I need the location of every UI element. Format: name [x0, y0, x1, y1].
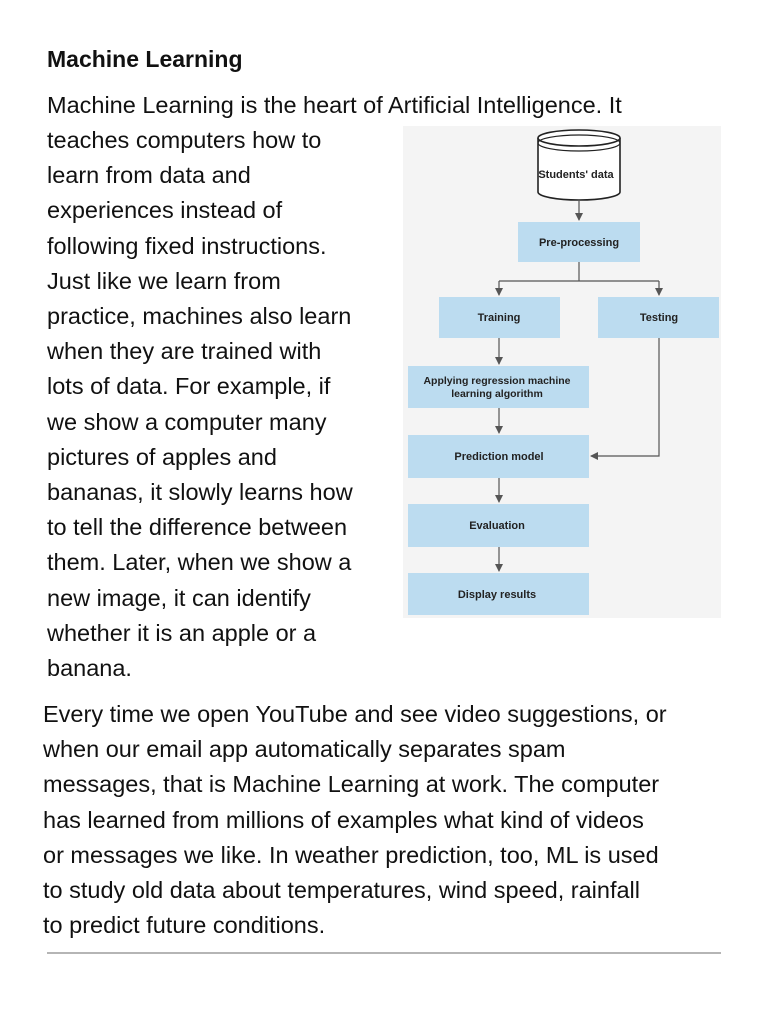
- text-line: messages, that is Machine Learning at work. The computer: [43, 771, 660, 798]
- display-results-label: Display results: [457, 589, 537, 601]
- database-label: Students' data: [538, 169, 614, 181]
- training-label: Training: [477, 312, 521, 324]
- text-line: them. Later, when we show a: [47, 549, 352, 576]
- text-line: teaches computers how to: [47, 127, 322, 153]
- body-text-column: [47, 123, 392, 686]
- text-line: experiences instead of: [47, 197, 283, 224]
- preprocessing-label: Pre-processing: [538, 237, 620, 249]
- text-line: when they are trained with: [47, 338, 322, 365]
- text-line: to tell the difference between: [47, 514, 348, 541]
- text-line: whether it is an apple or a: [47, 619, 317, 646]
- text-line: we show a computer many: [47, 408, 327, 435]
- text-line: new image, it can identify: [47, 584, 311, 611]
- text-line: has learned from millions of examples what kind of videos: [43, 806, 644, 833]
- text-line: when our email app automatically separates spam: [43, 736, 566, 763]
- ml-flowchart: [403, 126, 721, 618]
- algorithm-label-line1: Applying regression machine: [423, 375, 571, 387]
- intro-line: Machine Learning is the heart of Artificial Intelligence. It: [47, 92, 622, 118]
- text-line: or messages we like. In weather prediction, too, ML is used: [43, 841, 659, 868]
- text-line: pictures of apples and: [47, 443, 277, 470]
- text-line: banana.: [47, 655, 132, 682]
- text-line: Just like we learn from: [47, 267, 281, 294]
- text-line: Every time we open YouTube and see video suggestions, or: [43, 701, 667, 727]
- algorithm-box: [408, 366, 589, 408]
- text-line: lots of data. For example, if: [47, 373, 331, 400]
- text-line: to study old data about temperatures, wind speed, rainfall: [43, 877, 641, 904]
- page-title: Machine Learning: [47, 46, 243, 72]
- horizontal-divider: [47, 952, 721, 954]
- text-line: bananas, it slowly learns how: [47, 479, 353, 506]
- text-line: following fixed instructions.: [47, 232, 327, 259]
- algorithm-label-line2: learning algorithm: [451, 388, 543, 400]
- database-icon: [538, 130, 620, 200]
- text-line: learn from data and: [47, 162, 251, 189]
- text-line: practice, machines also learn: [47, 303, 352, 330]
- text-line: to predict future conditions.: [43, 912, 326, 939]
- prediction-model-label: Prediction model: [454, 451, 544, 463]
- body-paragraph-2: [43, 697, 667, 943]
- evaluation-label: Evaluation: [469, 520, 525, 532]
- testing-label: Testing: [639, 312, 679, 324]
